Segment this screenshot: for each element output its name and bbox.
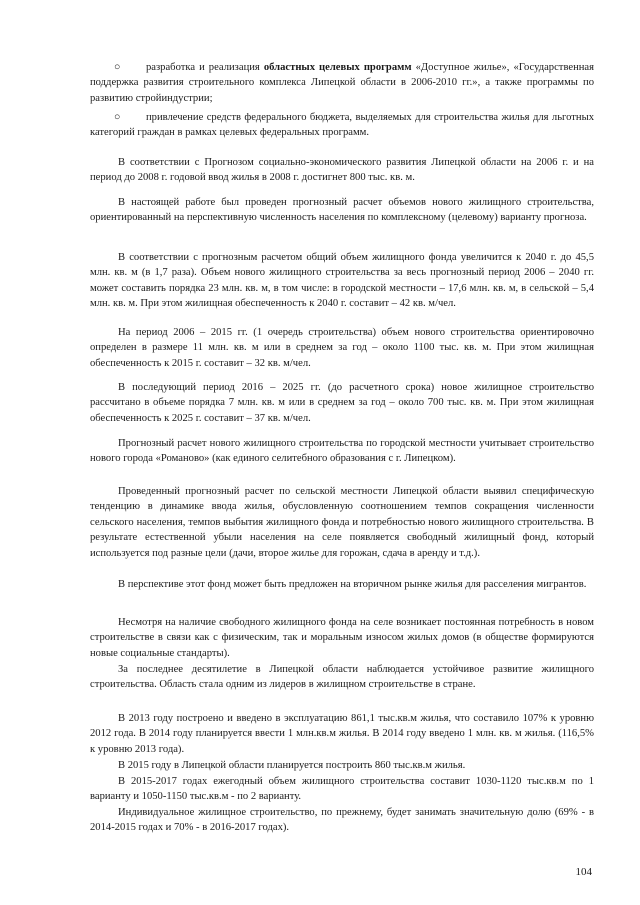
bullet-text-bold: областных целевых программ bbox=[263, 62, 412, 73]
paragraph: Несмотря на наличие свободного жилищного фонда на селе возникает постоянная потребность в новом строительстве в связи как с физическим, так и моральным износом жилых домов (в обществе формируются новые социальные стандарты). bbox=[90, 617, 594, 659]
paragraph: За последнее десятилетие в Липецкой области наблюдается устойчивое развитие жилищного строительства. Область стала одним из лидеров в жилищном строительстве в стране. bbox=[90, 664, 594, 691]
paragraph: В соответствии с Прогнозом социально-экономического развития Липецкой области на 2006 г. и на период до 2008 г. годовой ввод жилья в 2008 г. достигнет 800 тыс. кв. м. bbox=[90, 157, 594, 184]
paragraph: В настоящей работе был проведен прогнозный расчет объемов нового жилищного строительства, ориентированный на перспективную численность населения по комплексному (целевому) варианту прогноза. bbox=[90, 197, 594, 224]
paragraph: На период 2006 – 2015 гг. (1 очередь строительства) объем нового строительства ориентировочно определен в размере 11 млн. кв. м или в среднем за год – около 1100 тыс. кв. м. При этом жилищная обеспеченность к 2015 г. составит – 32 кв. м/чел. bbox=[90, 327, 594, 369]
bullet-text: привлечение средств федерального бюджета, выделяемых для строительства жилья для льготных категорий граждан в рамках целевых федеральных программ. bbox=[90, 112, 594, 139]
paragraph: Проведенный прогнозный расчет по сельской местности Липецкой области выявил специфическую тенденцию в динамике ввода жилья, обусловленную соотношением темпов сокращения численности сельского населения, темпов выбытия жилищного фонда и потребностью нового жилищного строительства. В результате естественной убыли населения на селе появляется свободный жилищный фонд, который используется под разные цели (дачи, второе жилье для горожан, сдача в аренду и т.д.). bbox=[90, 486, 594, 559]
bullet-marker: ○ bbox=[114, 112, 121, 123]
bullet-item bbox=[90, 60, 594, 106]
paragraph: Прогнозный расчет нового жилищного строительства по городской местности учитывает строительство нового города «Романово» (как единого селитебного образования с г. Липецком). bbox=[90, 438, 594, 465]
paragraph: В 2013 году построено и введено в эксплуатацию 861,1 тыс.кв.м жилья, что составило 107% к уровню 2012 года. В 2014 году планируется ввести 1 млн.кв.м жилья. В 2014 году введено 1 млн. кв. м жилья. (116,5% к уровню 2013 года). bbox=[90, 713, 594, 755]
bullet-text-pre: разработка и реализация bbox=[146, 62, 264, 73]
page-number: 104 bbox=[575, 866, 592, 878]
paragraph: В 2015-2017 годах ежегодный объем жилищного строительства составит 1030-1120 тыс.кв.м по 1 варианту и 1050-1150 тыс.кв.м - по 2 варианту. bbox=[90, 776, 594, 803]
paragraph: В перспективе этот фонд может быть предложен на вторичном рынке жилья для расселения мигрантов. bbox=[118, 579, 587, 590]
paragraph: В соответствии с прогнозным расчетом общий объем жилищного фонда увеличится к 2040 г. до 45,5 млн. кв. м (в 1,7 раза). Объем нового жилищного строительства за весь прогнозный период 2006 – 2040 гг. может составить порядка 23 млн. кв. м, в том числе: в городской местности – 17,6 млн. кв. м, в сельской – 5,4 млн. кв. м. При этом жилищная обеспеченность к 2040 г. составит – 42 кв. м/чел. bbox=[90, 252, 594, 310]
bullet-marker: ○ bbox=[114, 62, 121, 73]
bullet-text-post: «Доступное жилье», «Государственная поддержка развития строительного комплекса Липецкой области в 2006-2010 гг.», а также программы по развитию стройиндустрии; bbox=[90, 62, 594, 104]
paragraph: В последующий период 2016 – 2025 гг. (до расчетного срока) новое жилищное строительство рассчитано в объеме порядка 7 млн. кв. м или в среднем за год – около 700 тыс. кв. м. При этом жилищная обеспеченность к 2025 г. составит – 37 кв. м/чел. bbox=[90, 382, 594, 424]
paragraph: Индивидуальное жилищное строительство, по прежнему, будет занимать значительную долю (69% - в 2014-2015 годах и 70% - в 2016-2017 годах). bbox=[90, 807, 594, 834]
paragraph: В 2015 году в Липецкой области планируется построить 860 тыс.кв.м жилья. bbox=[118, 760, 466, 771]
bullet-item bbox=[90, 110, 594, 141]
